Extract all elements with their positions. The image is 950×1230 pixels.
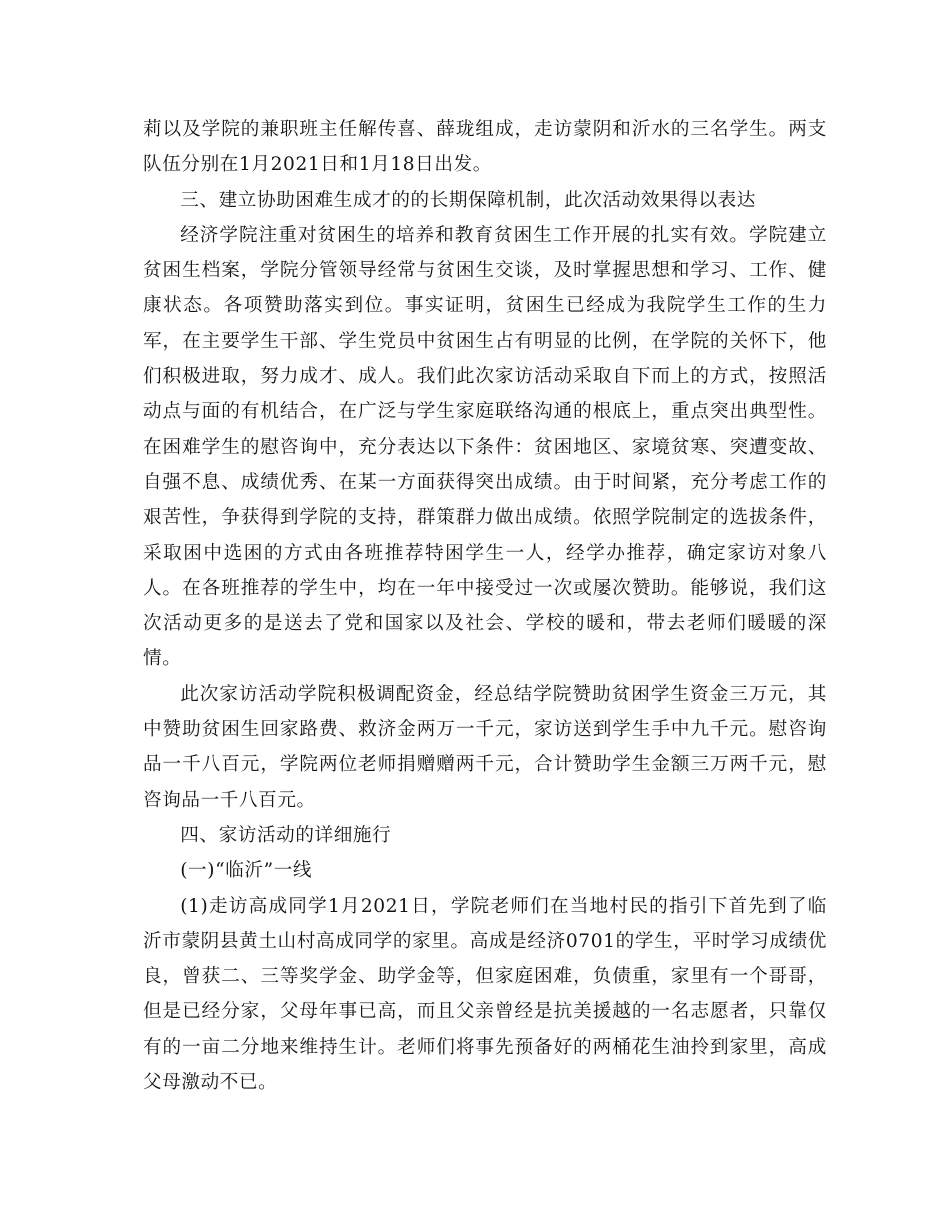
paragraph-funding: 此次家访活动学院积极调配资金，经总结学院赞助贫困学生资金三万元，其中赞助贫困生回家路费、救济金两万一千元，家访送到学生手中九千元。慰咨询品一千八百元，学院两位老师捐赠赠两千元，合计赞助学生金额三万两千元，慰咨询品一千八百元。 <box>143 683 827 811</box>
paragraph-team-departure: 莉以及学院的兼职班主任解传喜、薛珑组成，走访蒙阴和沂水的三名学生。两支队伍分别在1月2021日和1月18日出发。 <box>143 119 827 176</box>
document-body <box>143 112 827 1100</box>
heading-section-four: 四、家访活动的详细施行 <box>180 824 392 846</box>
heading-section-three: 三、建立协助困难生成才的的长期保障机制，此次活动效果得以表达 <box>180 189 757 211</box>
paragraph-visit-gaocheng: (1)走访高成同学1月2021日，学院老师们在当地村民的指引下首先到了临沂市蒙阴县黄土山村高成同学的家里。高成是经济0701的学生，平时学习成绩优良，曾获二、三等奖学金、助学金等，但家庭困难，负债重，家里有一个哥哥，但是已经分家，父母年事已高，而且父亲曾经是抗美援越的一名志愿者，只靠仅有的一亩二分地来维持生计。老师们将事先预备好的两桶花生油拎到家里，高成父母激动不已。 <box>143 895 827 1094</box>
subheading-linyi-line: (一)“临沂”一线 <box>180 860 313 882</box>
paragraph-poverty-students-work: 经济学院注重对贫困生的培养和教育贫困生工作开展的扎实有效。学院建立贫困生档案，学院分管领导经常与贫困生交谈，及时掌握思想和学习、工作、健康状态。各项赞助落实到位。事实证明，贫困生已经成为我院学生工作的生力军，在主要学生干部、学生党员中贫困生占有明显的比例，在学院的关怀下，他们积极进取，努力成才、成人。我们此次家访活动采取自下而上的方式，按照活动点与面的有机结合，在广泛与学生家庭联络沟通的根底上，重点突出典型性。在困难学生的慰咨询中，充分表达以下条件：贫困地区、家境贫寒、突遭变故、自强不息、成绩优秀、在某一方面获得突出成绩。由于时间紧，充分考虑工作的艰苦性，争获得到学院的支持，群策群力做出成绩。依照学院制定的选拔条件，采取困中选困的方式由各班推荐特困学生一人，经学办推荐，确定家访对象八人。在各班推荐的学生中，均在一年中接受过一次或屡次赞助。能够说，我们这次活动更多的是送去了党和国家以及社会、学校的暖和，带去老师们暖暖的深情。 <box>143 224 827 670</box>
